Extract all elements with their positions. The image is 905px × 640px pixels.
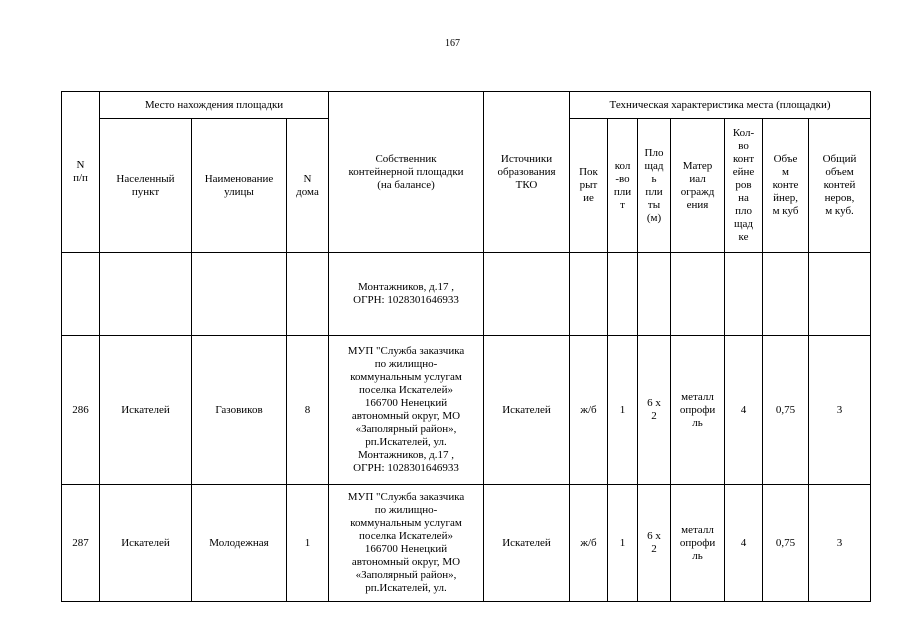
- cell-empty: [671, 253, 725, 336]
- header-coating: Пок рыт ие: [570, 119, 608, 253]
- header-owner: Собственник контейнерной площадки (на балансе): [329, 92, 484, 253]
- row-num: 286: [62, 336, 100, 485]
- table-row: [62, 485, 871, 602]
- row-house: 1: [287, 485, 329, 602]
- row-owner: МУП "Служба заказчика по жилищно- коммунальным услугам поселка Искателей» 166700 Ненецкий автономный округ, МО «Заполярный район», рп.Искателей, ул. Монтажников, д.17 , ОГРН: 1028301646933: [329, 336, 484, 485]
- header-settlement: Населенный пункт: [100, 119, 192, 253]
- table-row: [62, 336, 871, 485]
- header-location-group: Место нахождения площадки: [100, 92, 329, 119]
- row-containers-count: 4: [725, 485, 763, 602]
- header-total-volume: Общий объем контей неров, м куб.: [809, 119, 871, 253]
- cell-empty: [763, 253, 809, 336]
- row-street: Молодежная: [192, 485, 287, 602]
- row-owner: МУП "Служба заказчика по жилищно- коммунальным услугам поселка Искателей» 166700 Ненецкий автономный округ, МО «Заполярный район», рп.Искателей, ул.: [329, 485, 484, 602]
- row-coating: ж/б: [570, 336, 608, 485]
- cell-empty: [725, 253, 763, 336]
- container-sites-table: [61, 91, 871, 602]
- header-containers-count: Кол- во конт ейне ров на пло щад ке: [725, 119, 763, 253]
- cell-empty: [287, 253, 329, 336]
- cell-empty: [638, 253, 671, 336]
- row-slab-area: 6 х 2: [638, 485, 671, 602]
- header-tech-group: Техническая характеристика места (площадки): [570, 92, 871, 119]
- row-slabs-count: 1: [608, 336, 638, 485]
- row-street: Газовиков: [192, 336, 287, 485]
- header-street: Наименование улицы: [192, 119, 287, 253]
- row-source: Искателей: [484, 485, 570, 602]
- row-slabs-count: 1: [608, 485, 638, 602]
- cell-empty: [809, 253, 871, 336]
- row-settlement: Искателей: [100, 336, 192, 485]
- page-number: 167: [445, 38, 460, 49]
- header-source: Источники образования ТКО: [484, 92, 570, 253]
- header-slabs-count: кол -во пли т: [608, 119, 638, 253]
- row-source: Искателей: [484, 336, 570, 485]
- row-total-volume: 3: [809, 485, 871, 602]
- header-row-top: [62, 92, 871, 119]
- header-house: N дома: [287, 119, 329, 253]
- header-num: N п/п: [62, 92, 100, 253]
- cell-empty: [608, 253, 638, 336]
- cell-empty: [192, 253, 287, 336]
- continuation-row: [62, 253, 871, 336]
- cell-empty: [570, 253, 608, 336]
- row-fence-material: металл опрофи ль: [671, 485, 725, 602]
- header-fence-material: Матер иал огражд ения: [671, 119, 725, 253]
- row-slab-area: 6 х 2: [638, 336, 671, 485]
- cell-empty: [100, 253, 192, 336]
- row-container-volume: 0,75: [763, 485, 809, 602]
- row-total-volume: 3: [809, 336, 871, 485]
- cell-empty: [62, 253, 100, 336]
- row-container-volume: 0,75: [763, 336, 809, 485]
- row-settlement: Искателей: [100, 485, 192, 602]
- row-fence-material: металл опрофи ль: [671, 336, 725, 485]
- cell-empty: [484, 253, 570, 336]
- row-containers-count: 4: [725, 336, 763, 485]
- continuation-owner: Монтажников, д.17 , ОГРН: 1028301646933: [329, 253, 484, 336]
- header-slab-area: Пло щад ь пли ты (м): [638, 119, 671, 253]
- row-coating: ж/б: [570, 485, 608, 602]
- header-container-volume: Объе м конте йнер, м куб: [763, 119, 809, 253]
- row-house: 8: [287, 336, 329, 485]
- row-num: 287: [62, 485, 100, 602]
